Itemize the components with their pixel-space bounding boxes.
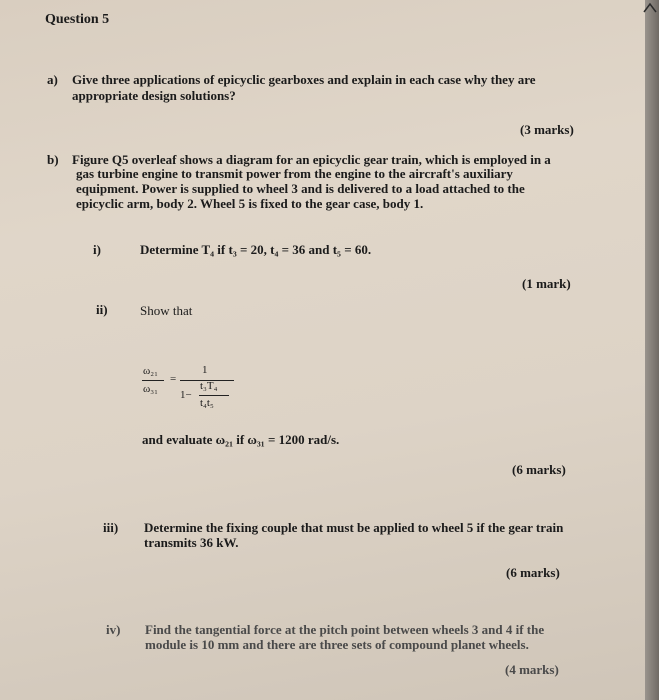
sub-ii-evaluate: and evaluate ω₂₁ if ω₃₁ = 1200 rad/s. [142, 432, 340, 447]
formula [140, 360, 260, 420]
sub-iii-label: iii) [103, 520, 119, 535]
sub-iv-marks: (4 marks) [505, 662, 559, 677]
photo-edge [645, 0, 659, 700]
formula-inner-numerator: t₃T₄ [200, 380, 218, 392]
sub-iv-label: iv) [106, 622, 121, 637]
formula-lhs-denominator: ω₃₁ [143, 383, 158, 395]
part-b-line2: gas turbine engine to transmit power from the engine to the aircraft's auxiliary [76, 166, 513, 181]
formula-lhs-numerator: ω₂₁ [143, 365, 158, 377]
part-b-label: b) [47, 152, 59, 167]
formula-equals: = [170, 373, 177, 385]
sub-ii-text: Show that [140, 303, 193, 318]
formula-rhs-prefix: 1− [180, 389, 192, 401]
part-a-label: a) [47, 72, 58, 87]
sub-iii-marks: (6 marks) [506, 565, 560, 580]
sub-i-marks: (1 mark) [522, 276, 571, 291]
part-b-line4: epicyclic arm, body 2. Wheel 5 is fixed to the gear case, body 1. [76, 196, 424, 211]
formula-lhs-bar [142, 380, 164, 381]
formula-inner-bar [199, 395, 229, 396]
part-a-marks: (3 marks) [520, 122, 574, 137]
sub-iii-line2: transmits 36 kW. [144, 535, 239, 550]
part-a-line2: appropriate design solutions? [72, 88, 236, 103]
part-b-line1: Figure Q5 overleaf shows a diagram for an epicyclic gear train, which is employed in a [72, 152, 551, 167]
part-a-line1: Give three applications of epicyclic gearboxes and explain in each case why they are [72, 72, 536, 87]
sub-i-text: Determine T₄ if t₃ = 20, t₄ = 36 and t₅ = 60. [140, 242, 372, 257]
part-b-line3: equipment. Power is supplied to wheel 3 and is delivered to a load attached to the [76, 181, 525, 196]
sub-iv-line1: Find the tangential force at the pitch point between wheels 3 and 4 if the [145, 622, 545, 637]
formula-inner-denominator: t₄t₅ [200, 397, 214, 409]
sub-iii-line1: Determine the fixing couple that must be applied to wheel 5 if the gear train [144, 520, 564, 535]
page-corner-icon [643, 2, 657, 14]
sub-ii-marks: (6 marks) [512, 462, 566, 477]
sub-ii-label: ii) [96, 302, 108, 317]
formula-rhs-numerator: 1 [202, 364, 208, 376]
sub-i-label: i) [93, 242, 101, 257]
sub-iv-line2: module is 10 mm and there are three sets of compound planet wheels. [145, 637, 529, 652]
question-title: Question 5 [45, 12, 110, 27]
